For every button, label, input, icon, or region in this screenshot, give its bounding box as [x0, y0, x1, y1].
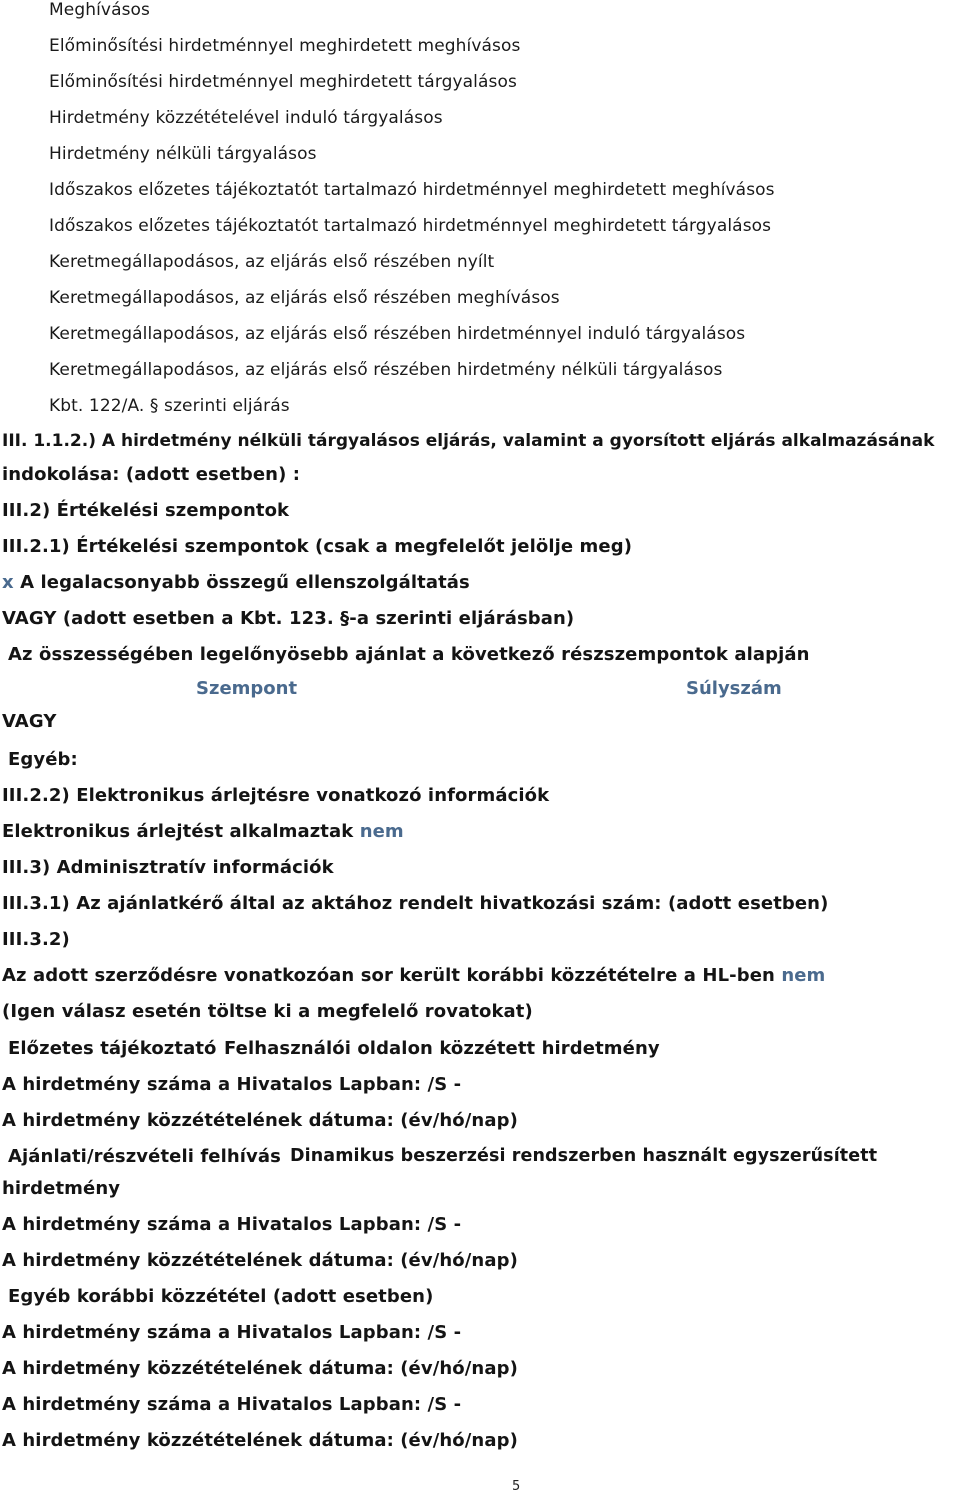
notice-date-field: A hirdetmény közzétételének dátuma: (év/hó/nap) — [2, 1358, 518, 1379]
section-iii-1-1-2-heading: III. 1.1.2.) A hirdetmény nélküli tárgyalásos eljárás, valamint a gyorsított eljárás alkalmazásának — [2, 431, 935, 451]
section-iii-3-heading: III.3) Adminisztratív információk — [2, 857, 334, 878]
notice-date-field: A hirdetmény közzétételének dátuma: (év/hó/nap) — [2, 1250, 518, 1271]
prior-publication-note: (Igen válasz esetén töltse ki a megfelelő rovatokat) — [2, 1001, 533, 1022]
notice-number-field: A hirdetmény száma a Hivatalos Lapban: /S - — [2, 1322, 462, 1343]
procedure-option: Időszakos előzetes tájékoztatót tartalmazó hirdetménnyel meghirdetett tárgyalásos — [49, 216, 772, 236]
notice-number-field: A hirdetmény száma a Hivatalos Lapban: /S - — [2, 1074, 462, 1095]
electronic-auction-value: nem — [359, 821, 404, 842]
prior-publication-row — [2, 967, 825, 985]
criterion-best-value: Az összességében legelőnyösebb ajánlat a következő részszempontok alapján — [8, 644, 810, 665]
notice-number-field: A hirdetmény száma a Hivatalos Lapban: /S - — [2, 1214, 462, 1235]
procedure-option: Kbt. 122/A. § szerinti eljárás — [49, 396, 290, 416]
dps-simplified-notice-continuation: hirdetmény — [2, 1178, 121, 1199]
procedure-option: Előminősítési hirdetménnyel meghirdetett tárgyalásos — [49, 72, 517, 92]
other-prior-publication-option: Egyéb korábbi közzététel (adott esetben) — [8, 1286, 434, 1307]
section-iii-3-2-heading: III.3.2) — [2, 929, 70, 950]
section-iii-1-1-2-continuation: indokolása: (adott esetben) : — [2, 464, 301, 485]
notice-date-field: A hirdetmény közzétételének dátuma: (év/hó/nap) — [2, 1110, 518, 1131]
selected-mark: x — [2, 572, 14, 593]
contract-notice-option: Ajánlati/részvételi felhívás — [8, 1146, 281, 1167]
column-header-weight: Súlyszám — [686, 678, 782, 699]
section-iii-2-heading: III.2) Értékelési szempontok — [2, 500, 290, 521]
procedure-option: Keretmegállapodásos, az eljárás első részében meghívásos — [49, 288, 560, 308]
section-iii-2-2-heading: III.2.2) Elektronikus árlejtésre vonatkozó információk — [2, 785, 550, 806]
procedure-option: Hirdetmény nélküli tárgyalásos — [49, 144, 317, 164]
procedure-option: Keretmegállapodásos, az eljárás első részében hirdetmény nélküli tárgyalásos — [49, 360, 723, 380]
electronic-auction-row — [2, 823, 404, 841]
section-iii-3-1-heading: III.3.1) Az ajánlatkérő által az aktához rendelt hivatkozási szám: (adott esetben) — [2, 893, 829, 914]
procedure-option: Hirdetmény közzétételével induló tárgyalásos — [49, 108, 443, 128]
procedure-option: Időszakos előzetes tájékoztatót tartalmazó hirdetménnyel meghirdetett meghívásos — [49, 180, 775, 200]
notice-number-field: A hirdetmény száma a Hivatalos Lapban: /S - — [2, 1394, 462, 1415]
procedure-option: Előminősítési hirdetménnyel meghirdetett meghívásos — [49, 36, 521, 56]
procedure-option: Keretmegállapodásos, az eljárás első részében nyílt — [49, 252, 495, 272]
criterion-lowest-price-label: A legalacsonyabb összegű ellenszolgáltatás — [20, 572, 470, 593]
criterion-or: VAGY — [2, 711, 57, 732]
dps-simplified-notice-option: Dinamikus beszerzési rendszerben használt egyszerűsített — [290, 1146, 878, 1166]
procedure-option: Meghívásos — [49, 0, 151, 20]
page-number: 5 — [512, 1479, 521, 1494]
column-header-criterion: Szempont — [196, 678, 298, 699]
criterion-lowest-price — [2, 574, 470, 592]
prior-publication-value: nem — [781, 965, 826, 986]
criterion-other: Egyéb: — [8, 749, 78, 770]
procedure-option: Keretmegállapodásos, az eljárás első részében hirdetménnyel induló tárgyalásos — [49, 324, 746, 344]
buyer-profile-notice-option: Felhasználói oldalon közzétett hirdetmény — [224, 1038, 660, 1059]
criterion-or-kbt-123: VAGY (adott esetben a Kbt. 123. §-a szerinti eljárásban) — [2, 608, 575, 629]
prior-publication-label: Az adott szerződésre vonatkozóan sor került korábbi közzétételre a HL-ben — [2, 965, 775, 986]
section-iii-2-1-heading: III.2.1) Értékelési szempontok (csak a megfelelőt jelölje meg) — [2, 536, 633, 557]
prior-info-notice-option: Előzetes tájékoztató — [8, 1038, 217, 1059]
electronic-auction-label: Elektronikus árlejtést alkalmaztak — [2, 821, 354, 842]
notice-date-field: A hirdetmény közzétételének dátuma: (év/hó/nap) — [2, 1430, 518, 1451]
